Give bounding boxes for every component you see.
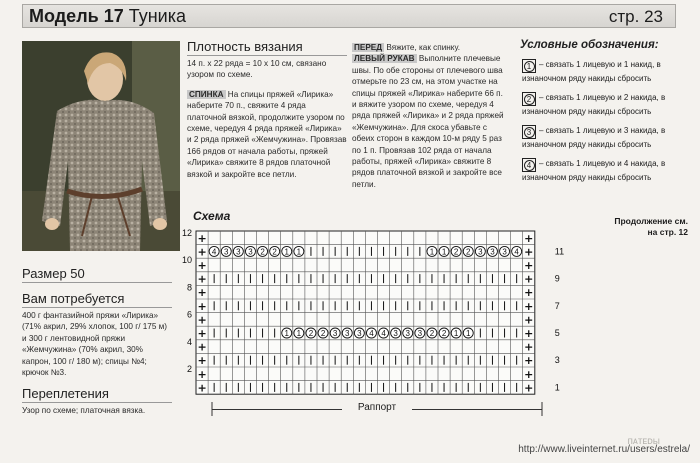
edge-stitch: + bbox=[197, 272, 207, 286]
yarnover-count: 3 bbox=[357, 329, 362, 338]
yarnover-count: 3 bbox=[478, 247, 483, 257]
row-label-left: 6 bbox=[186, 309, 192, 320]
yarnover-count: 2 bbox=[308, 329, 314, 338]
row-label-right: 5 bbox=[554, 328, 560, 338]
density-text: 14 п. х 22 ряда = 10 х 10 см, связано узором по схеме. bbox=[187, 59, 327, 80]
legend-text: – связать 1 лицевую и 3 накида, в изнаночном ряду накиды сбросить bbox=[522, 126, 666, 149]
materials-text: 400 г фантазийной пряжи «Лирика» (71% акрил, 29% хлопок, 100 г/ 175 м) и 300 г лентовидной пряжи «Жемчужина» (70% акрил, 30% капрон, 100 г/ 180 м); спицы №4; крючок №3. bbox=[22, 311, 168, 378]
yarnover-count: 1 bbox=[284, 329, 289, 338]
yarnover-count: 2 bbox=[466, 247, 471, 257]
materials-title: Вам потребуется bbox=[22, 291, 172, 308]
page-number: стр. 23 bbox=[608, 7, 663, 26]
legend-text: – связать 1 лицевую и 2 накида, в изнаночном ряду накиды сбросить bbox=[522, 93, 666, 116]
edge-stitch: + bbox=[197, 367, 207, 381]
row-label-left: 4 bbox=[186, 336, 192, 347]
yarnover-count: 4 bbox=[369, 329, 374, 338]
yarnover-count: 1 bbox=[296, 329, 302, 338]
legend-symbol-2-icon: 2 bbox=[522, 92, 536, 106]
yarnover-count: 3 bbox=[224, 247, 229, 257]
edge-stitch: + bbox=[524, 272, 534, 286]
legend-symbol-3-icon: 3 bbox=[522, 125, 536, 139]
edge-stitch: + bbox=[524, 286, 534, 300]
edge-stitch: + bbox=[197, 327, 207, 340]
row-label-right: 7 bbox=[554, 300, 560, 311]
yarnover-count: 3 bbox=[405, 329, 410, 338]
legend-title: Условные обозначения: bbox=[520, 39, 659, 51]
yarnover-count: 4 bbox=[381, 329, 386, 338]
yarnover-count: 3 bbox=[345, 329, 350, 338]
edge-stitch: + bbox=[197, 313, 207, 327]
yarnover-count: 3 bbox=[393, 329, 398, 338]
back-text: На спицы пряжей «Лирика» наберите 70 п., свяжите 4 ряда платочной вязкой, продолжите узором по схеме, чередуя 4 ряда пряжей «Лирика» и 2 ряда пряжей «Жемчужина». Провязав 166 рядов от начала работы, пряжей «Лирика» свяжите 8 рядов платочной вязкой и закройте все петли. bbox=[187, 89, 347, 179]
continuation-note: Продолжение см. на стр. 12 bbox=[614, 216, 688, 237]
edge-stitch: + bbox=[524, 245, 534, 259]
yarnover-count: 3 bbox=[417, 329, 423, 338]
schema-title: Схема bbox=[193, 209, 231, 223]
edge-stitch: + bbox=[197, 381, 207, 395]
row-label-right: 1 bbox=[554, 382, 560, 393]
edge-stitch: + bbox=[524, 231, 534, 245]
front-text: Вяжите, как спинку. bbox=[386, 43, 461, 52]
yarnover-count: 2 bbox=[441, 329, 447, 338]
yarnover-count: 1 bbox=[284, 247, 289, 257]
row-label-left: 8 bbox=[186, 282, 192, 293]
edge-stitch: + bbox=[197, 231, 207, 245]
row-label-right: 9 bbox=[554, 273, 560, 284]
edge-stitch: + bbox=[197, 245, 207, 259]
row-label-left: 12 bbox=[181, 228, 192, 238]
legend-text: – связать 1 лицевую и 1 накид, в изнаночном ряду накиды сбросить bbox=[522, 60, 661, 83]
yarnover-count: 2 bbox=[272, 247, 277, 257]
yarnover-count: 4 bbox=[514, 247, 519, 257]
edge-stitch: + bbox=[524, 354, 534, 368]
yarnover-count: 1 bbox=[296, 247, 302, 257]
edge-stitch: + bbox=[197, 259, 207, 272]
yarnover-count: 3 bbox=[502, 247, 507, 257]
ghost-text: ᴨᴀᴛᴇᴅы bbox=[627, 436, 660, 447]
yarnover-count: 3 bbox=[236, 247, 241, 257]
sleeve-label: ЛЕВЫЙ РУКАВ bbox=[354, 54, 415, 64]
edge-stitch: + bbox=[524, 327, 534, 340]
edge-stitch: + bbox=[524, 313, 534, 327]
yarnover-count: 1 bbox=[441, 247, 447, 257]
watermark: http://www.liveinternet.ru/users/estrela/ bbox=[518, 444, 690, 455]
patterns-text: Узор по схеме; платочная вязка. bbox=[22, 406, 146, 416]
yarnover-count: 1 bbox=[453, 329, 459, 338]
yarnover-count: 4 bbox=[211, 247, 217, 257]
yarnover-count: 3 bbox=[248, 247, 253, 257]
row-label-right: 11 bbox=[554, 246, 565, 257]
back-label: СПИНКА bbox=[189, 89, 224, 99]
legend-text: – связать 1 лицевую и 4 накида, в изнаночном ряду накиды сбросить bbox=[522, 159, 666, 182]
edge-stitch: + bbox=[197, 299, 207, 313]
yarnover-count: 1 bbox=[429, 247, 435, 257]
sleeve-text: Выполните плечевые швы. По обе стороны от плечевого шва отмерьте по 23 см, на этом участке на спицы пряжей «Лирика» наберите 66 п. и вяжите узором по схеме, чередуя 4 ряда пряжей «Лирика» и 2 ряда пряжей «Жемчужина». Для скоса убавьте с обеих сторон в каждом 10-м ряду 5 раз по 1 п. Провязав 102 ряда от начала работы, пряжей «Лирика» свяжите 8 рядов платочной вязкой и закройте все петли. bbox=[352, 54, 504, 189]
row-label-left: 2 bbox=[186, 364, 192, 374]
yarnover-count: 3 bbox=[332, 329, 338, 338]
edge-stitch: + bbox=[197, 340, 207, 354]
row-label-right: 3 bbox=[554, 355, 560, 366]
legend-symbol-1-icon: 1 bbox=[522, 59, 536, 73]
edge-stitch: + bbox=[524, 381, 534, 395]
edge-stitch: + bbox=[197, 354, 207, 368]
yarnover-count: 2 bbox=[260, 247, 265, 257]
edge-stitch: + bbox=[524, 340, 534, 354]
row-label-left: 10 bbox=[181, 255, 192, 266]
density-title: Плотность вязания bbox=[187, 39, 347, 56]
rapport-label: Раппорт bbox=[212, 402, 542, 413]
edge-stitch: + bbox=[524, 299, 534, 313]
yarnover-count: 2 bbox=[320, 329, 326, 338]
yarnover-count: 1 bbox=[466, 329, 471, 338]
yarnover-count: 2 bbox=[429, 329, 435, 338]
edge-stitch: + bbox=[524, 367, 534, 381]
yarnover-count: 2 bbox=[453, 247, 459, 257]
model-title: Модель 17 Туника bbox=[29, 6, 186, 26]
patterns-title: Переплетения bbox=[22, 386, 172, 403]
front-label: ПЕРЕД bbox=[354, 43, 383, 52]
yarnover-count: 3 bbox=[490, 247, 495, 257]
edge-stitch: + bbox=[197, 286, 207, 300]
edge-stitch: + bbox=[524, 259, 534, 272]
size-title: Размер 50 bbox=[22, 266, 172, 283]
legend-symbol-4-icon: 4 bbox=[522, 158, 536, 172]
